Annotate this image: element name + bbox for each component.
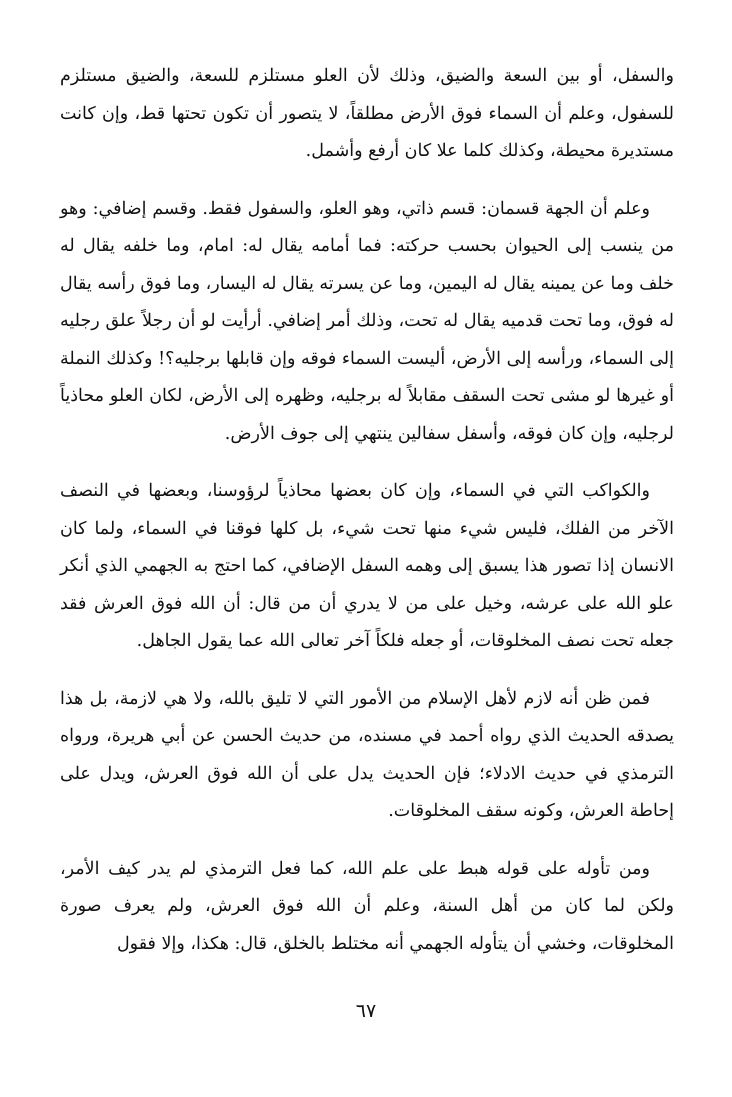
page-body xyxy=(60,58,674,983)
paragraph-4: فمن ظن أنه لازم لأهل الإسلام من الأمور التي لا تليق بالله، ولا هي لازمة، بل هذا يصدقه الحديث الذي رواه أحمد في مسنده، من حديث الحسن عن أبي هريرة، ورواه الترمذي في حديث الادلاء؛ فإن الحديث يدل على أن الله فوق العرش، ويدل على إحاطة العرش، وكونه سقف المخلوقات. xyxy=(60,688,674,821)
paragraph-3: والكواكب التي في السماء، وإن كان بعضها محاذياً لرؤوسنا، وبعضها في النصف الآخر من الفلك، فليس شيء منها تحت شيء، بل كلها فوقنا في السماء، ولما كان الانسان إذا تصور هذا يسبق إلى وهمه السفل الإضافي، كما احتج به الجهمي الذي أنكر علو الله على عرشه، وخيل على من لا يدري أن من قال: أن الله فوق العرش فقد جعله تحت نصف المخلوقات، أو جعله فلكاً آخر تعالى الله عما يقول الجاهل. xyxy=(60,481,674,651)
page-number: ٦٧ xyxy=(355,1000,377,1022)
paragraph-5: ومن تأوله على قوله هبط على علم الله، كما فعل الترمذي لم يدر كيف الأمر، ولكن لما كان من أهل السنة، وعلم أن الله فوق العرش، ولم يعرف صورة المخلوقات، وخشي أن يتأوله الجهمي أنه مختلط بالخلق، قال: هكذا، وإلا فقول xyxy=(60,858,674,954)
paragraph-2: وعلم أن الجهة قسمان: قسم ذاتي، وهو العلو، والسفول فقط. وقسم إضافي: وهو من ينسب إلى الحيوان بحسب حركته: فما أمامه يقال له: امام، وما خلفه يقال له خلف وما عن يمينه يقال له اليمين، وما عن يسرته يقال له اليسار، وما فوق رأسه يقال له فوق، وما تحت قدميه يقال له تحت، وذلك أمر إضافي. أرأيت لو أن رجلاً علق رجليه إلى السماء، ورأسه إلى الأرض، أليست السماء فوقه وإن قابلها برجليه؟! وكذلك النملة أو غيرها لو مشى تحت السقف مقابلاً له برجليه، وظهره إلى الأرض، لكان العلو محاذياً لرجليه، وإن كان فوقه، وأسفل سفالين ينتهي إلى جوف الأرض. xyxy=(60,198,674,444)
paragraph-1: والسفل، أو بين السعة والضيق، وذلك لأن العلو مستلزم للسعة، والضيق مستلزم للسفول، وعلم أن السماء فوق الأرض مطلقاً، لا يتصور أن تكون تحتها قط، وإن كانت مستديرة محيطة، وكذلك كلما علا كان أرفع وأشمل. xyxy=(60,66,674,161)
